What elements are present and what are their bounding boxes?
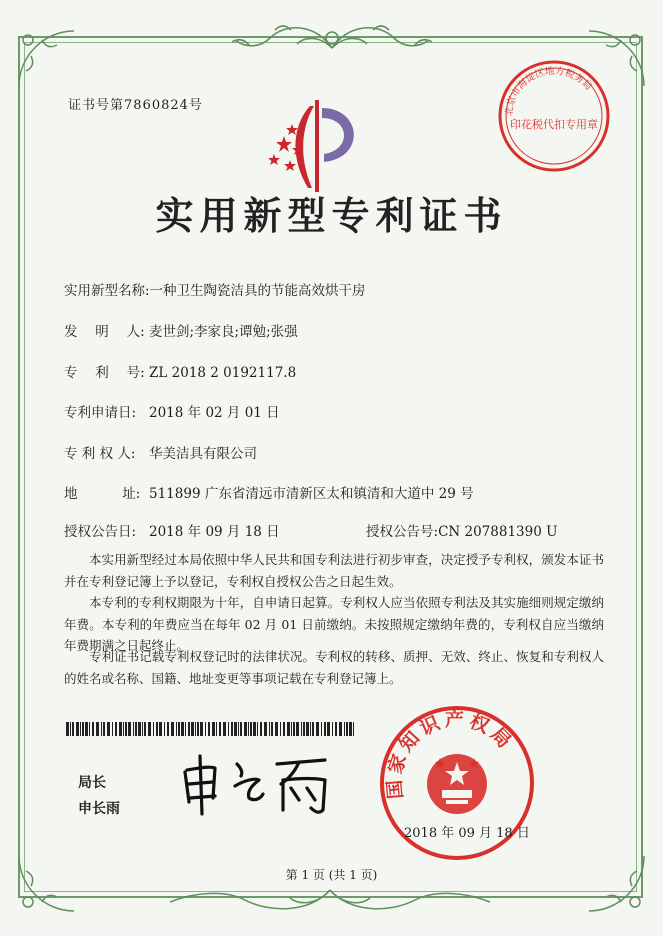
corner-ornament-icon — [14, 26, 84, 96]
seal-date: 2018 年 09 月 18 日 — [404, 826, 530, 841]
field-label: 地 址: — [64, 486, 141, 502]
field-value: 华美洁具有限公司 — [149, 446, 257, 462]
top-ornament-icon — [215, 18, 450, 60]
body-paragraph: 本专利的专利权期限为十年，自申请日起算。专利权人应当依照专利法及其实施细则规定缴纳年费。本专利的年费应当在每年 02 月 01 日前缴纳。未按照规定缴纳年费的，专利权自应当缴纳年费期满之日起终止。 — [64, 595, 604, 653]
field-patent-no — [64, 361, 296, 381]
svg-text:北京市海淀区地方税务局: 北京市海淀区地方税务局 — [503, 65, 594, 117]
handwritten-signature-icon — [175, 750, 345, 820]
body-paragraph: 本实用新型经过本局依照中华人民共和国专利法进行初步审查，决定授予专利权，颁发本证书并在专利登记簿上予以登记，专利权自授权公告之日起生效。 — [64, 552, 604, 589]
barcode-icon — [66, 722, 356, 736]
field-label: 授权公告日: — [64, 524, 137, 540]
svg-text:国家知识产权局: 国家知识产权局 — [383, 708, 518, 800]
signatory-title: 局长 — [78, 775, 106, 791]
field-patentee — [64, 442, 257, 462]
field-application-date — [64, 401, 280, 421]
field-address — [64, 482, 474, 502]
svg-text:印花税代扣专用章: 印花税代扣专用章 — [510, 118, 598, 131]
tax-stamp-seal-icon — [496, 58, 612, 174]
certificate-number: 证书号第7860824号 — [68, 98, 203, 113]
field-label: 专 利 权 人: — [64, 446, 136, 462]
field-value: 一种卫生陶瓷洁具的节能高效烘干房 — [149, 283, 366, 299]
field-value: ZL 2018 2 0192117.8 — [149, 365, 297, 381]
field-grant-no — [366, 520, 557, 540]
field-inventor — [64, 320, 298, 340]
field-value: CN 207881390 U — [438, 524, 558, 540]
page-number: 第 1 页 (共 1 页) — [285, 868, 378, 882]
field-label: 发 明 人: — [64, 324, 145, 340]
field-label: 授权公告号: — [366, 524, 439, 540]
signatory-name: 申长雨 — [78, 801, 120, 817]
field-label: 专利申请日: — [64, 405, 137, 421]
body-paragraph: 专利证书记载专利权登记时的法律状况。专利权的转移、质押、无效、终止、恢复和专利权人的姓名或名称、国籍、地址变更等事项记载在专利登记簿上。 — [64, 649, 604, 686]
field-label: 实用新型名称: — [64, 283, 150, 299]
field-value: 2018 年 09 月 18 日 — [149, 524, 280, 540]
field-value: 麦世剑;李家良;谭勉;张强 — [149, 324, 298, 340]
field-value: 2018 年 02 月 01 日 — [149, 405, 280, 421]
patent-office-logo-icon — [262, 96, 372, 196]
field-value: 511899 广东省清远市清新区太和镇清和大道中 29 号 — [149, 486, 474, 502]
bottom-ornament-icon — [150, 878, 510, 918]
certificate-title: 实用新型专利证书 — [155, 193, 508, 238]
field-utility-model-name — [64, 279, 366, 299]
field-label: 专 利 号: — [64, 365, 145, 381]
field-grant-date — [64, 520, 280, 540]
